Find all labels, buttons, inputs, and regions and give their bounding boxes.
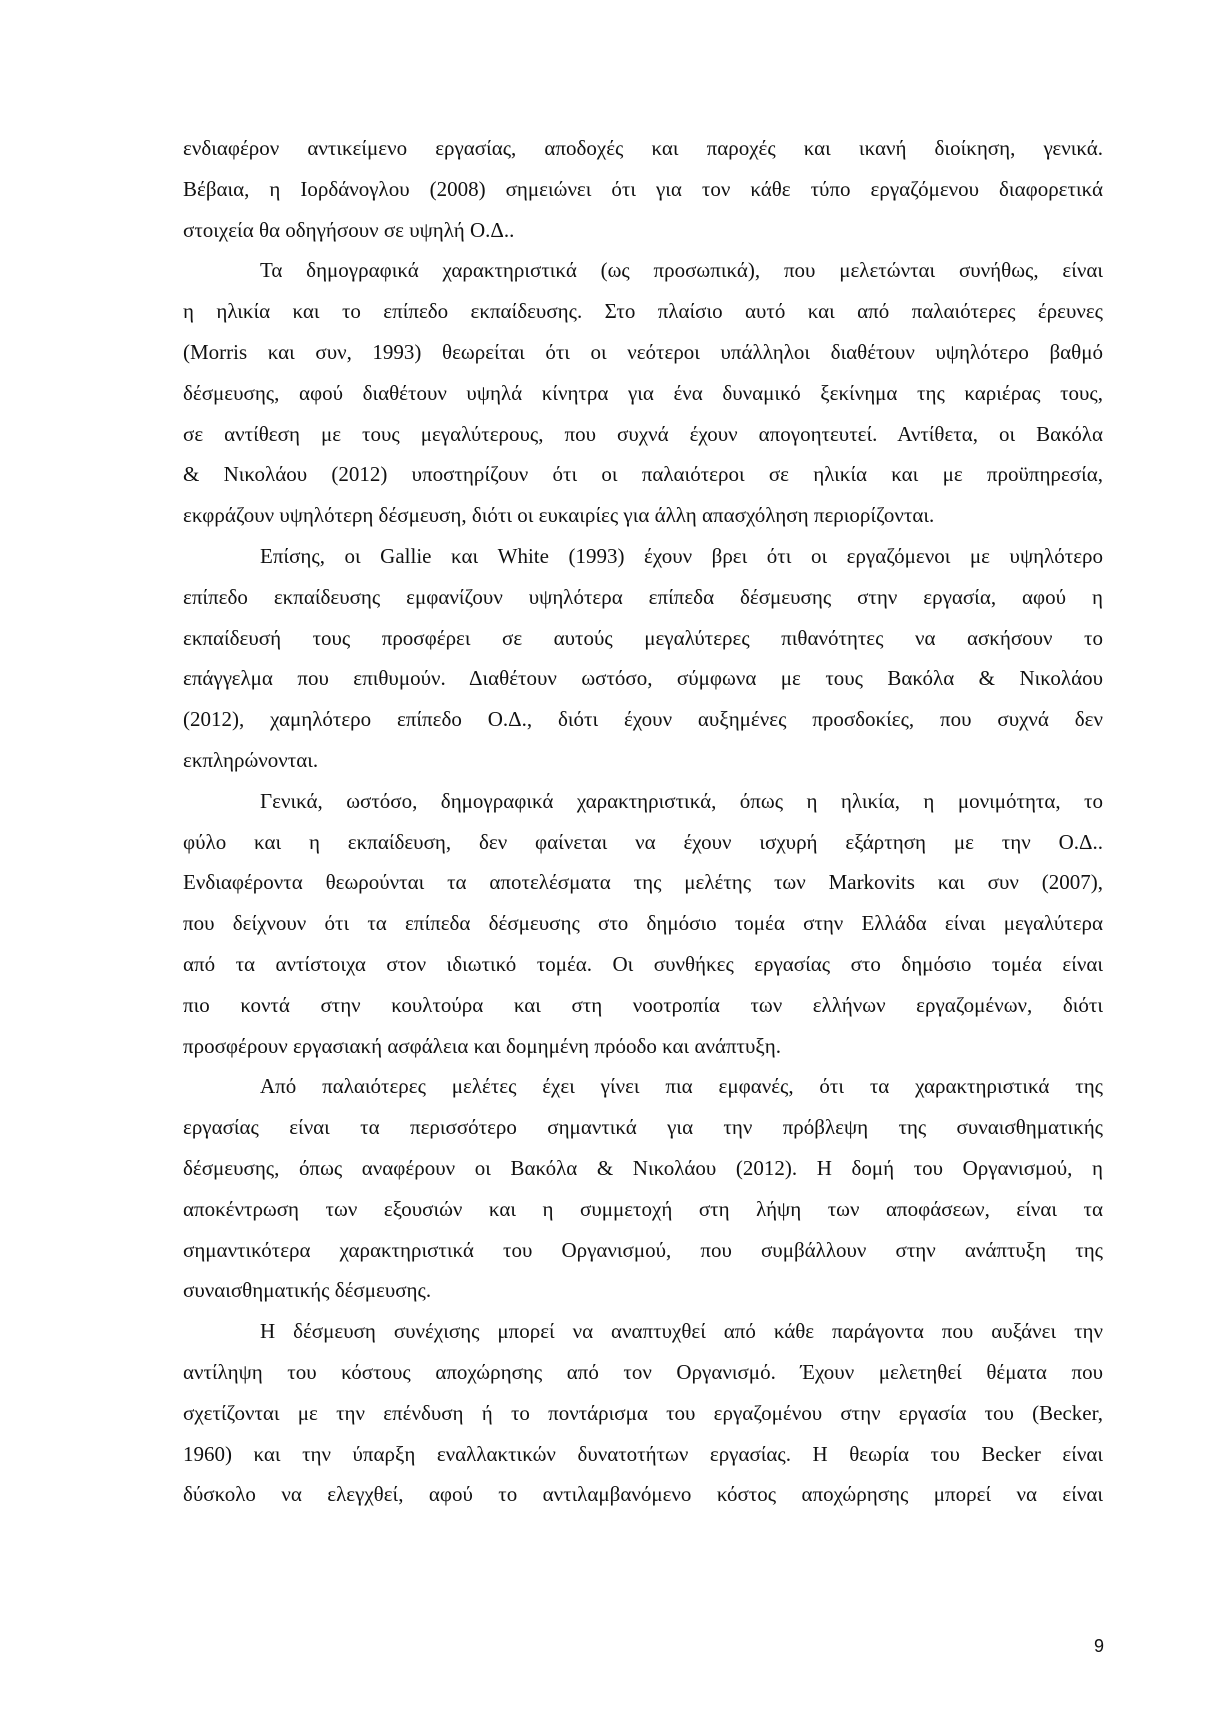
text-line: πιο κοντά στην κουλτούρα και στη νοοτροπία των ελλήνων εργαζομένων, διότι xyxy=(183,992,1103,1017)
text-line: Τα δημογραφικά χαρακτηριστικά (ως προσωπικά), που μελετώνται συνήθως, είναι xyxy=(260,258,1103,283)
text-line: αποκέντρωση των εξουσιών και η συμμετοχή στη λήψη των αποφάσεων, είναι τα xyxy=(183,1196,1103,1221)
body-text xyxy=(183,128,1103,1515)
text-line: 1960) και την ύπαρξη εναλλακτικών δυνατοτήτων εργασίας. Η θεωρία του Becker είναι xyxy=(183,1441,1103,1466)
text-line: η ηλικία και το επίπεδο εκπαίδευσης. Στο πλαίσιο αυτό και από παλαιότερες έρευνες xyxy=(183,299,1103,324)
text-line: εκφράζουν υψηλότερη δέσμευση, διότι οι ευκαιρίες για άλλη απασχόληση περιορίζονται. xyxy=(183,503,935,528)
text-line: ενδιαφέρον αντικείμενο εργασίας, αποδοχές και παροχές και ικανή διοίκηση, γενικά. xyxy=(183,136,1103,160)
text-line: δέσμευσης, αφού διαθέτουν υψηλά κίνητρα για ένα δυναμικό ξεκίνημα της καριέρας τους, xyxy=(183,380,1103,405)
text-line: αντίληψη του κόστους αποχώρησης από τον Οργανισμό. Έχουν μελετηθεί θέματα που xyxy=(183,1359,1103,1384)
text-line: εργασίας είναι τα περισσότερο σημαντικά για την πρόβλεψη της συναισθηματικής xyxy=(183,1115,1103,1140)
paragraph xyxy=(183,1066,1103,1311)
text-line: Γενικά, ωστόσο, δημογραφικά χαρακτηριστικά, όπως η ηλικία, η μονιμότητα, το xyxy=(260,788,1103,813)
text-line: που δείχνουν ότι τα επίπεδα δέσμευσης στο δημόσιο τομέα στην Ελλάδα είναι μεγαλύτερα xyxy=(183,911,1103,936)
text-line: Από παλαιότερες μελέτες έχει γίνει πια εμφανές, ότι τα χαρακτηριστικά της xyxy=(260,1074,1103,1099)
text-line: φύλο και η εκπαίδευση, δεν φαίνεται να έχουν ισχυρή εξάρτηση με την Ο.Δ.. xyxy=(183,829,1103,854)
text-line: δέσμευσης, όπως αναφέρουν οι Βακόλα & Νικολάου (2012). Η δομή του Οργανισμού, η xyxy=(183,1155,1103,1180)
text-line: σε αντίθεση με τους μεγαλύτερους, που συχνά έχουν απογοητευτεί. Αντίθετα, οι Βακόλα xyxy=(183,421,1103,446)
text-line: από τα αντίστοιχα στον ιδιωτικό τομέα. Οι συνθήκες εργασίας στο δημόσιο τομέα είναι xyxy=(183,951,1103,976)
text-line: Βέβαια, η Ιορδάνογλου (2008) σημειώνει ότι για τον κάθε τύπο εργαζόμενου διαφορετικά xyxy=(183,176,1103,201)
text-line: Η δέσμευση συνέχισης μπορεί να αναπτυχθεί από κάθε παράγοντα που αυξάνει την xyxy=(260,1319,1103,1344)
text-line: (Morris και συν, 1993) θεωρείται ότι οι νεότεροι υπάλληλοι διαθέτουν υψηλότερο βαθμό xyxy=(183,339,1103,364)
paragraph xyxy=(183,536,1103,781)
text-line: προσφέρουν εργασιακή ασφάλεια και δομημένη πρόοδο και ανάπτυξη. xyxy=(183,1033,781,1058)
text-line: συναισθηματικής δέσμευσης. xyxy=(183,1278,432,1303)
text-line: στοιχεία θα οδηγήσουν σε υψηλή Ο.Δ.. xyxy=(183,217,515,242)
text-line: Ενδιαφέροντα θεωρούνται τα αποτελέσματα της μελέτης των Markovits και συν (2007), xyxy=(183,870,1103,895)
paragraph xyxy=(183,128,1103,250)
text-line: σχετίζονται με την επένδυση ή το πoντάρισμα του εργαζομένου στην εργασία του (Becker, xyxy=(183,1400,1103,1425)
paragraph xyxy=(183,1311,1103,1515)
text-line: επάγγελμα που επιθυμούν. Διαθέτουν ωστόσο, σύμφωνα με τους Βακόλα & Νικολάου xyxy=(183,666,1103,691)
paragraph xyxy=(183,250,1103,536)
text-line: επίπεδο εκπαίδευσης εμφανίζουν υψηλότερα επίπεδα δέσμευσης στην εργασία, αφού η xyxy=(183,584,1103,609)
text-line: δύσκολο να ελεγχθεί, αφού το αντιλαμβανόμενο κόστος αποχώρησης μπορεί να είναι xyxy=(183,1482,1103,1507)
text-line: σημαντικότερα χαρακτηριστικά του Οργανισμού, που συμβάλλουν στην ανάπτυξη της xyxy=(183,1237,1103,1262)
text-line: & Νικολάου (2012) υποστηρίζουν ότι οι παλαιότεροι σε ηλικία και με προϋπηρεσία, xyxy=(183,462,1103,487)
text-line: Επίσης, οι Gallie και White (1993) έχουν βρει ότι οι εργαζόμενοι με υψηλότερο xyxy=(260,543,1103,568)
page-number: 9 xyxy=(1093,1636,1104,1656)
text-line: εκπληρώνονται. xyxy=(183,747,319,772)
text-line: εκπαίδευσή τους προσφέρει σε αυτούς μεγαλύτερες πιθανότητες να ασκήσουν το xyxy=(183,625,1103,650)
paragraph xyxy=(183,781,1103,1067)
text-line: (2012), χαμηλότερο επίπεδο Ο.Δ., διότι έχουν αυξημένες προσδοκίες, που συχνά δεν xyxy=(183,707,1103,732)
